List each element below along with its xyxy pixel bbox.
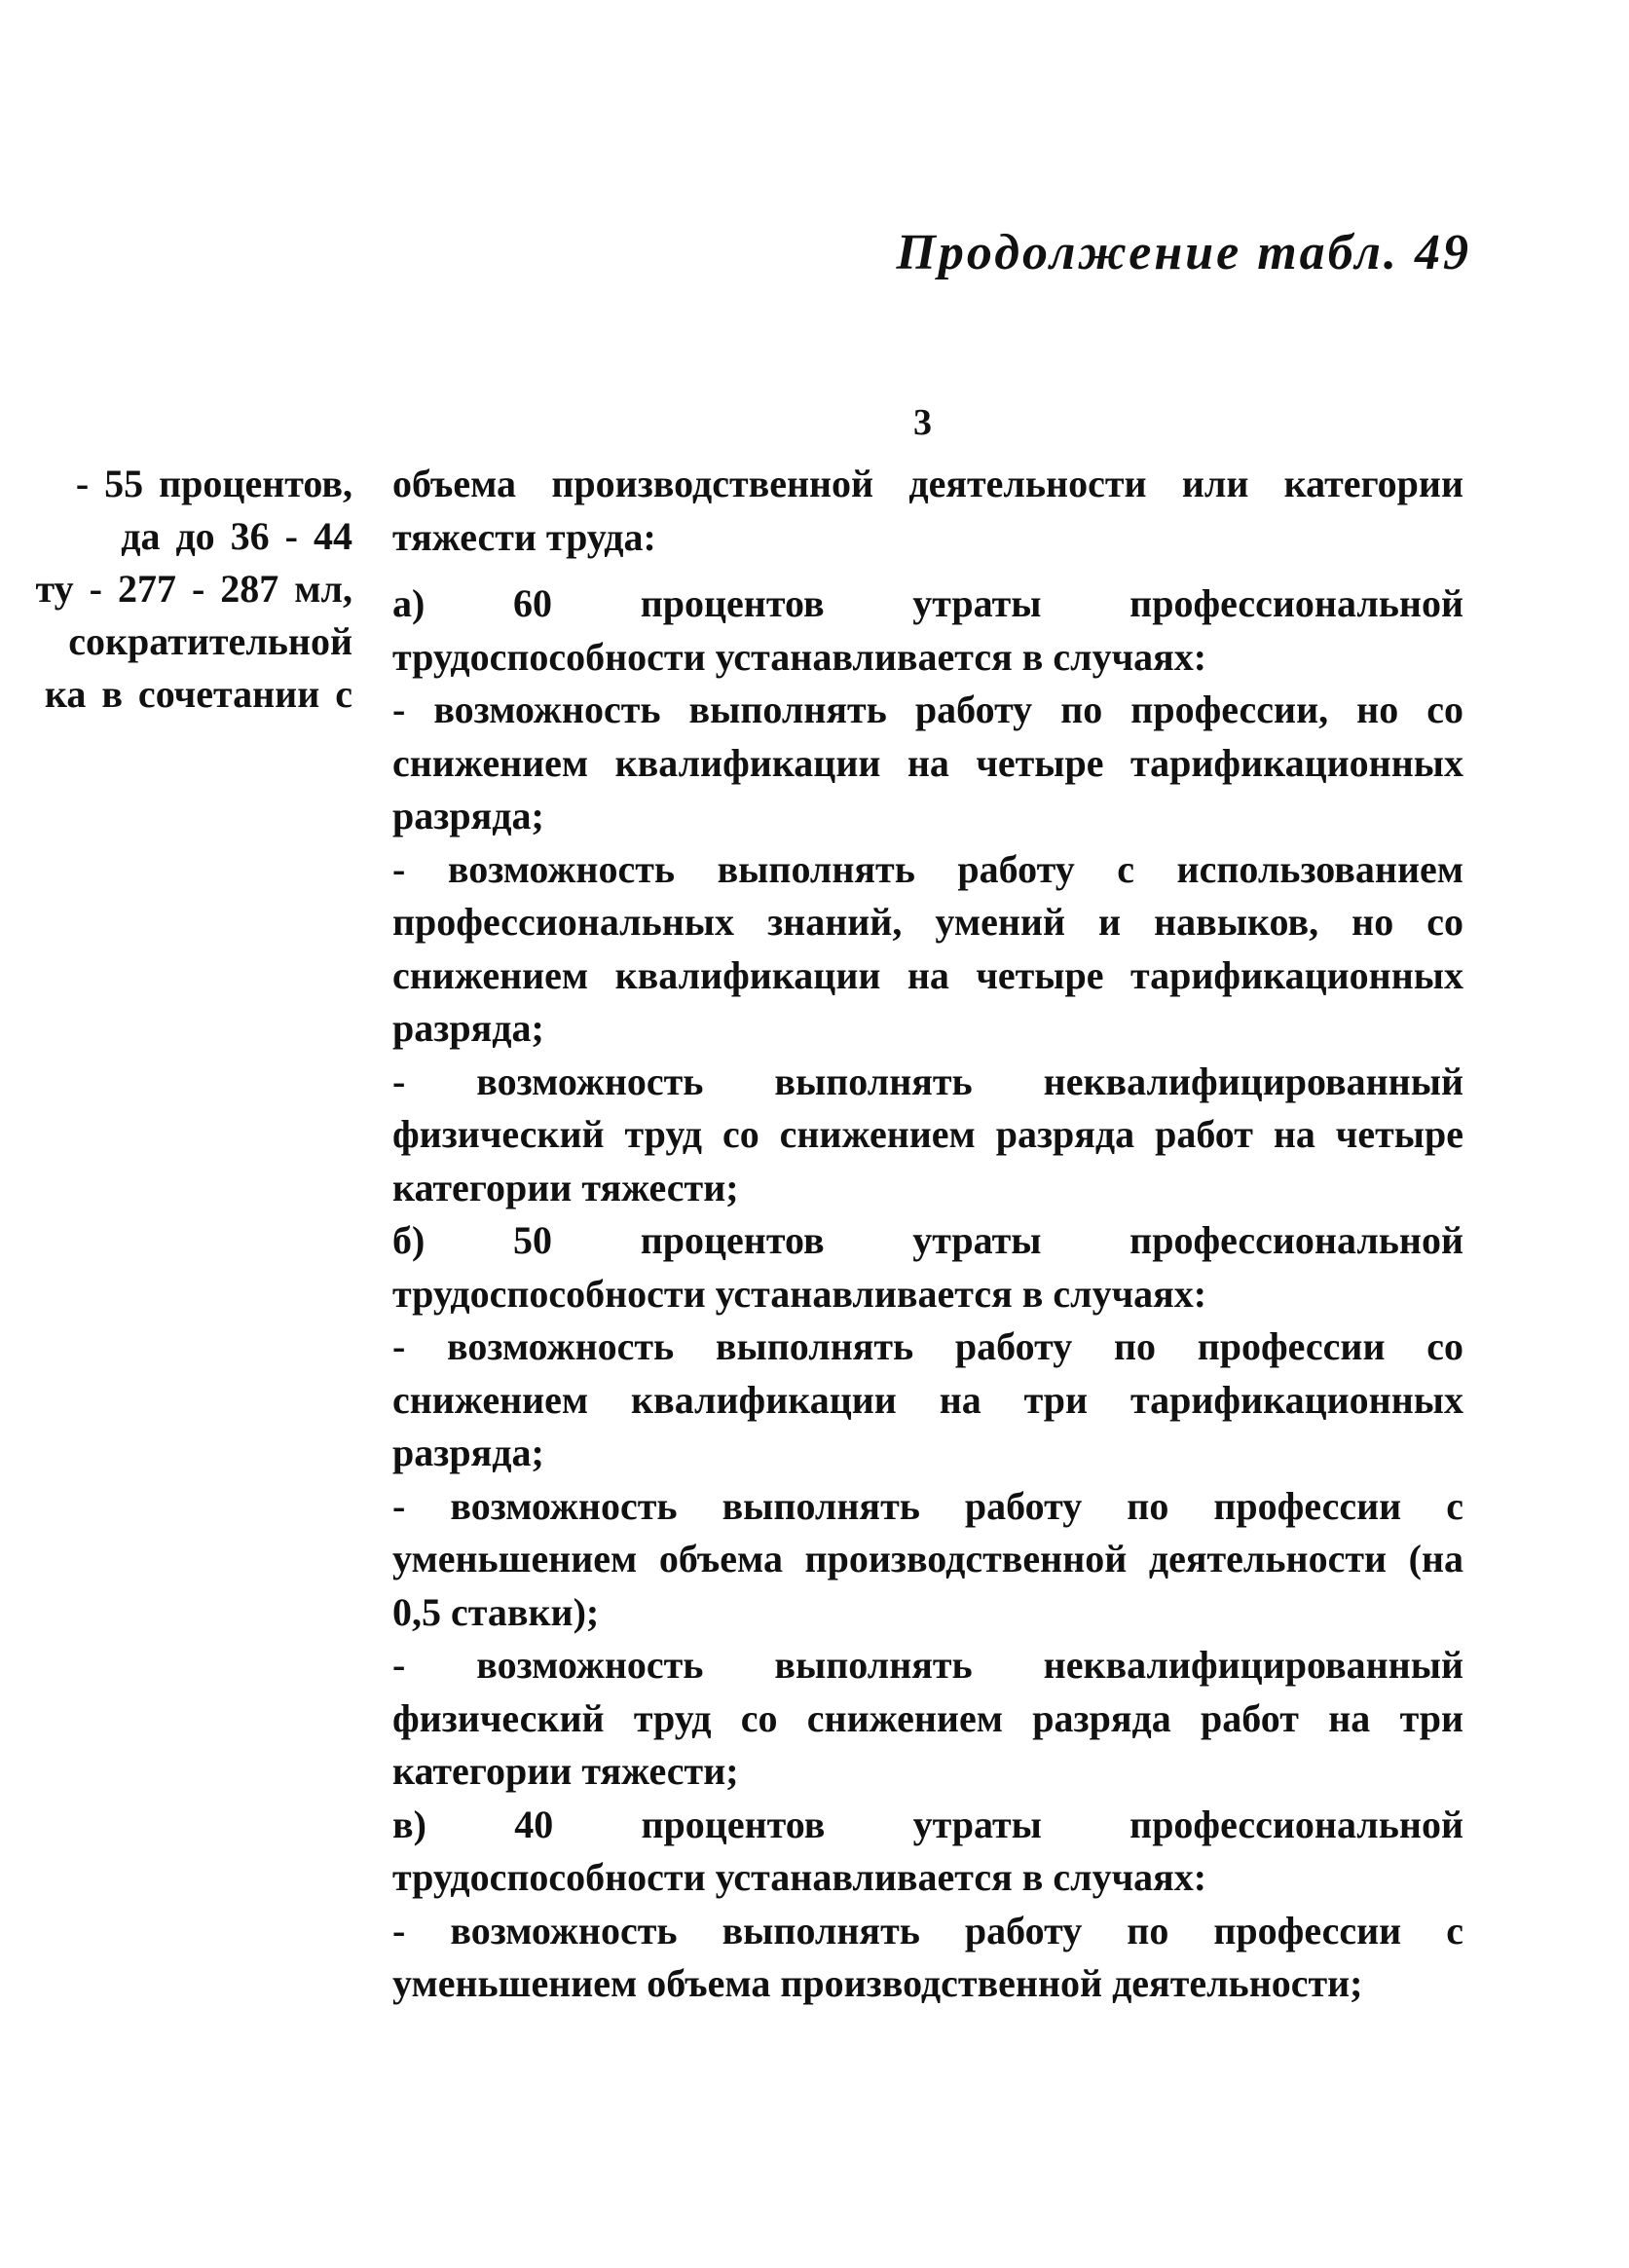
- left-column-line: - 55 процентов,: [75, 462, 352, 505]
- paragraph: - возможность выполнять неквалифицированный физический труд со снижением разряда работ на три категории тяжести;: [392, 1643, 1463, 1793]
- table-continuation-caption: Продолжение табл. 49: [896, 225, 1471, 280]
- left-column-fragment: [0, 458, 352, 721]
- paragraph-item-a: а) 60 процентов утраты профессиональной трудоспособности устанавливается в случаях:: [392, 581, 1463, 679]
- left-column-line: сократительной: [68, 619, 352, 663]
- paragraph: объема производственной деятельности или категории тяжести труда:: [392, 462, 1463, 559]
- paragraph-item-b: б) 50 процентов утраты профессиональной трудоспособности устанавливается в случаях:: [392, 1218, 1463, 1316]
- right-column-text: [392, 458, 1463, 2011]
- left-column-line: ту - 277 - 287 мл,: [35, 567, 352, 611]
- paragraph: - возможность выполнять работу по профессии с уменьшением объема производственной деятельности;: [392, 1908, 1463, 2005]
- paragraph: - возможность выполнять работу по профессии с уменьшением объема производственной деятельности (на 0,5 ставки);: [392, 1483, 1463, 1634]
- paragraph: - возможность выполнять неквалифицированный физический труд со снижением разряда работ на четыре категории тяжести;: [392, 1059, 1463, 1209]
- column-number: 3: [913, 402, 932, 443]
- left-column-line: да до 36 - 44: [121, 514, 352, 558]
- paragraph-item-c: в) 40 процентов утраты профессиональной трудоспособности устанавливается в случаях:: [392, 1802, 1463, 1899]
- left-column-line: ка в сочетании с: [44, 672, 352, 716]
- paragraph: - возможность выполнять работу по профессии, но со снижением квалификации на четыре тарификационных разряда;: [392, 688, 1463, 837]
- paragraph: - возможность выполнять работу с использованием профессиональных знаний, умений и навыков, но со снижением квалификации на четыре тарификационных разряда;: [392, 846, 1463, 1050]
- paragraph: - возможность выполнять работу по профессии со снижением квалификации на три тарификационных разряда;: [392, 1324, 1463, 1474]
